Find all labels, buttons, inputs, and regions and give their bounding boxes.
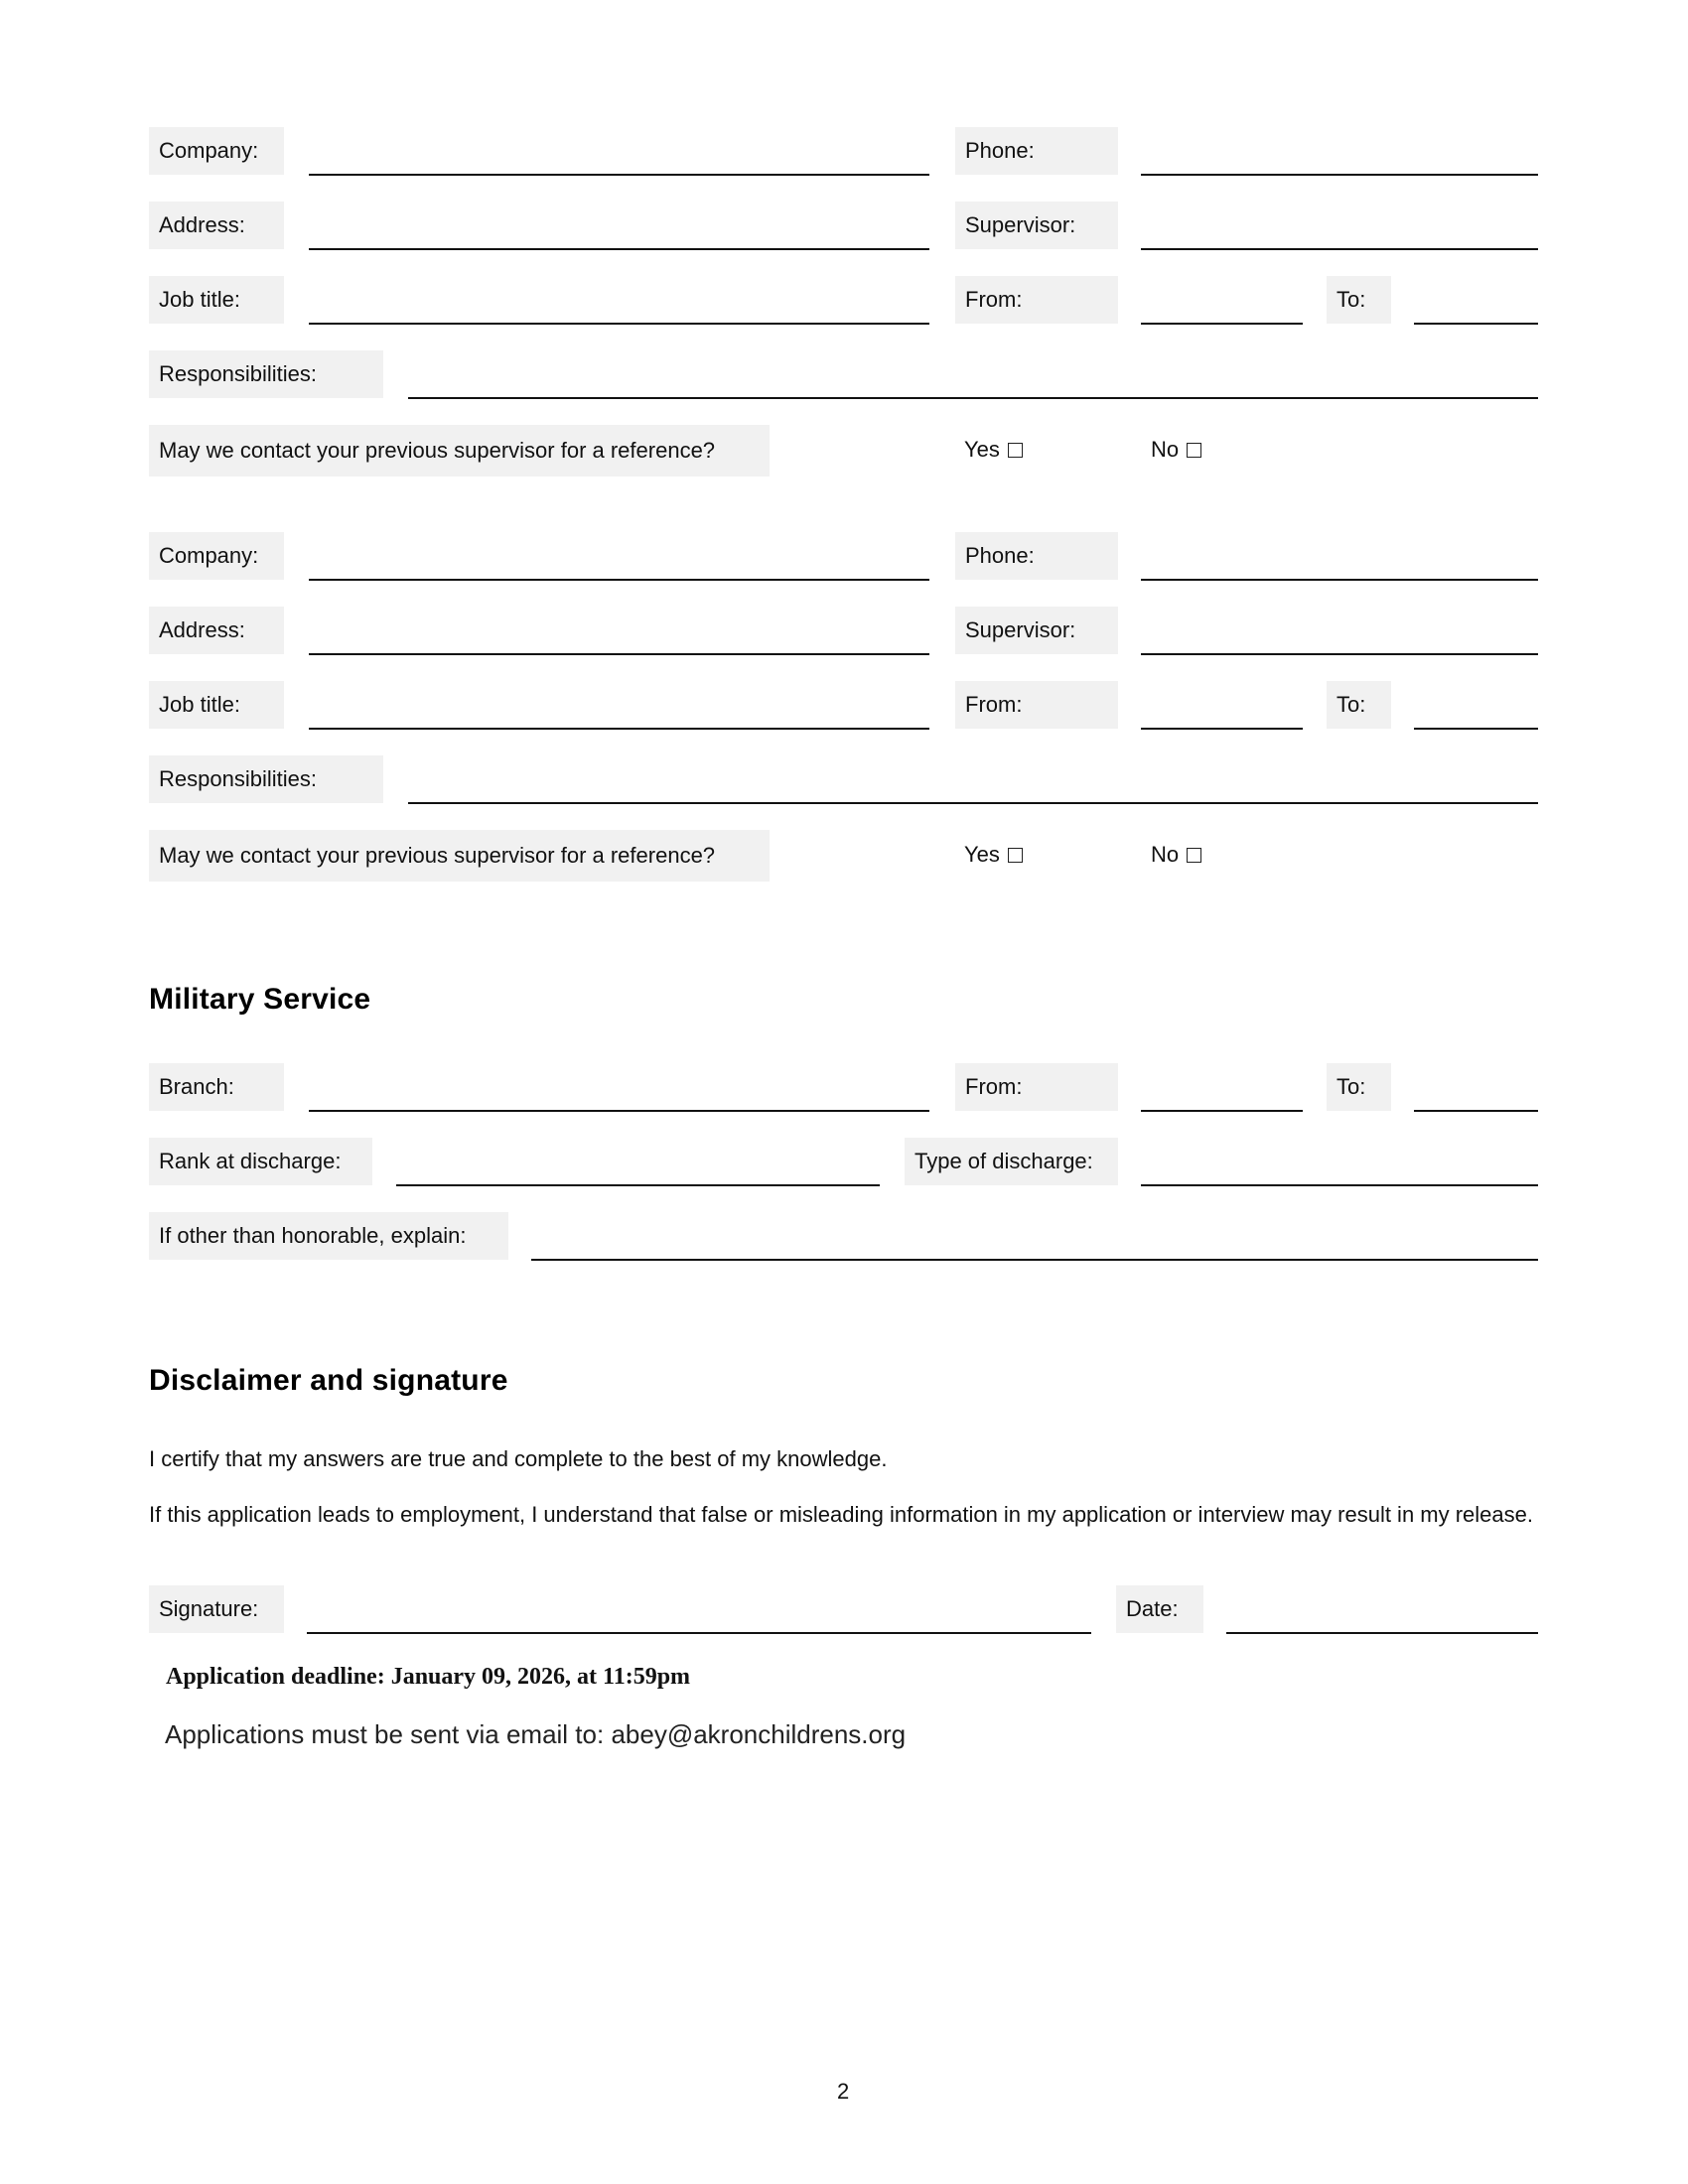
to-field[interactable]: [1414, 323, 1538, 325]
yes-label: Yes: [964, 842, 1000, 867]
deadline-text: Application deadline: January 09, 2026, at 11:59pm: [166, 1664, 691, 1690]
yes-label: Yes: [964, 437, 1000, 462]
contact-no-checkbox[interactable]: [1151, 840, 1201, 870]
from-label: From:: [955, 276, 1118, 324]
to-field[interactable]: [1414, 728, 1538, 730]
explain-field[interactable]: [531, 1259, 1538, 1261]
rank-label: Rank at discharge:: [149, 1138, 372, 1185]
supervisor-label: Supervisor:: [955, 607, 1118, 654]
email-instructions: Applications must be sent via email to: abey@akronchildrens.org: [165, 1719, 907, 1749]
date-label: Date:: [1116, 1585, 1203, 1633]
phone-field[interactable]: [1141, 579, 1538, 581]
from-label: From:: [955, 1063, 1118, 1111]
signature-field[interactable]: [307, 1632, 1091, 1634]
supervisor-field[interactable]: [1141, 653, 1538, 655]
supervisor-field[interactable]: [1141, 248, 1538, 250]
from-field[interactable]: [1141, 1110, 1303, 1112]
checkbox-icon[interactable]: [1008, 443, 1023, 458]
contact-no-checkbox[interactable]: [1151, 435, 1201, 465]
address-label: Address:: [149, 607, 284, 654]
supervisor-label: Supervisor:: [955, 202, 1118, 249]
checkbox-icon[interactable]: [1187, 443, 1201, 458]
responsibilities-field[interactable]: [408, 397, 1538, 399]
address-label: Address:: [149, 202, 284, 249]
contact-yes-checkbox[interactable]: [964, 435, 1023, 465]
no-label: No: [1151, 842, 1180, 867]
company-field[interactable]: [309, 174, 929, 176]
job-title-field[interactable]: [309, 323, 929, 325]
company-field[interactable]: [309, 579, 929, 581]
contact-question-label: May we contact your previous supervisor for a reference?: [149, 830, 770, 882]
date-field[interactable]: [1226, 1632, 1538, 1634]
no-label: No: [1151, 437, 1180, 462]
from-field[interactable]: [1141, 728, 1303, 730]
responsibilities-label: Responsibilities:: [149, 755, 383, 803]
to-label: To:: [1327, 1063, 1391, 1111]
contact-yes-checkbox[interactable]: [964, 840, 1023, 870]
to-label: To:: [1327, 276, 1391, 324]
responsibilities-label: Responsibilities:: [149, 350, 383, 398]
job-title-field[interactable]: [309, 728, 929, 730]
rank-field[interactable]: [396, 1184, 880, 1186]
discharge-type-field[interactable]: [1141, 1184, 1538, 1186]
address-field[interactable]: [309, 653, 929, 655]
branch-label: Branch:: [149, 1063, 284, 1111]
from-field[interactable]: [1141, 323, 1303, 325]
responsibilities-field[interactable]: [408, 802, 1538, 804]
job-title-label: Job title:: [149, 276, 284, 324]
from-label: From:: [955, 681, 1118, 729]
military-heading: Military Service: [149, 983, 371, 1016]
disclaimer-heading: Disclaimer and signature: [149, 1364, 508, 1397]
phone-label: Phone:: [955, 127, 1118, 175]
to-field[interactable]: [1414, 1110, 1538, 1112]
checkbox-icon[interactable]: [1008, 848, 1023, 863]
checkbox-icon[interactable]: [1187, 848, 1201, 863]
page-number: 2: [837, 2079, 850, 2104]
certify-text: I certify that my answers are true and complete to the best of my knowledge.: [149, 1446, 888, 1471]
address-field[interactable]: [309, 248, 929, 250]
job-title-label: Job title:: [149, 681, 284, 729]
phone-label: Phone:: [955, 532, 1118, 580]
explain-label: If other than honorable, explain:: [149, 1212, 508, 1260]
release-text: If this application leads to employment, I understand that false or misleading information in my application or interview may result in my release.: [149, 1502, 1534, 1527]
branch-field[interactable]: [309, 1110, 929, 1112]
contact-question-label: May we contact your previous supervisor for a reference?: [149, 425, 770, 477]
discharge-type-label: Type of discharge:: [905, 1138, 1118, 1185]
to-label: To:: [1327, 681, 1391, 729]
signature-label: Signature:: [149, 1585, 284, 1633]
company-label: Company:: [149, 532, 284, 580]
phone-field[interactable]: [1141, 174, 1538, 176]
company-label: Company:: [149, 127, 284, 175]
